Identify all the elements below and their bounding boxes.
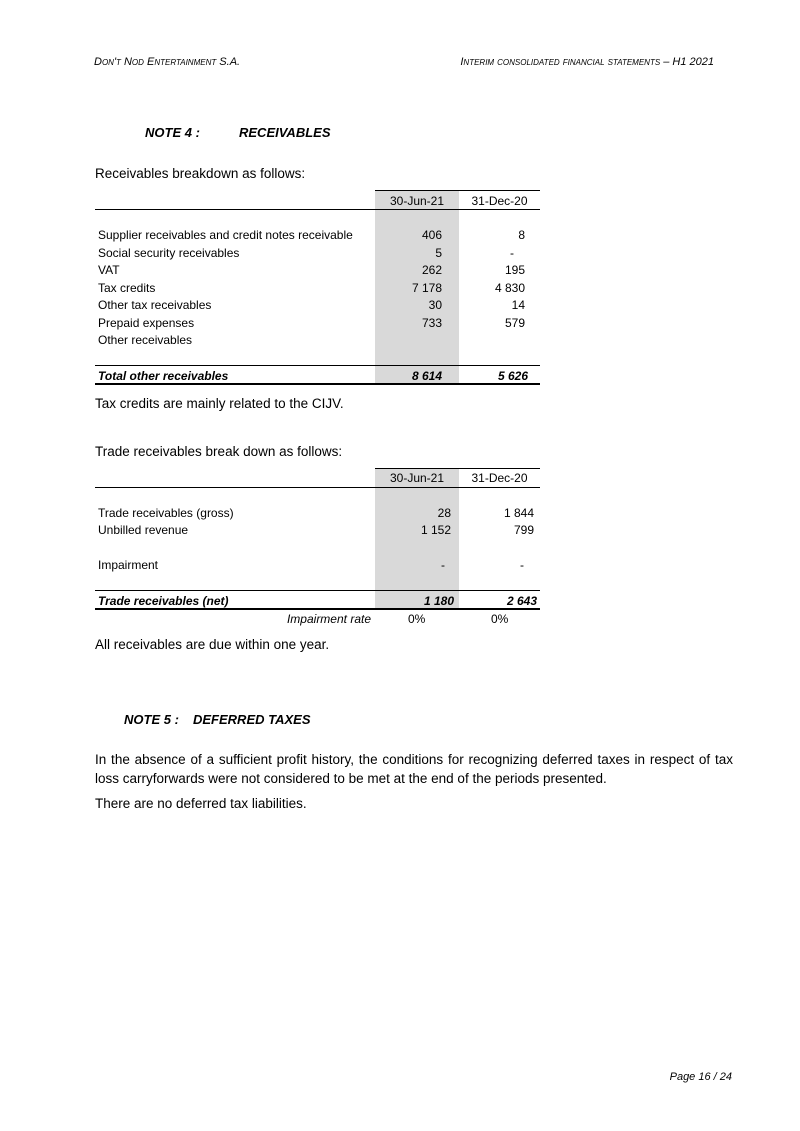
row-value-current: 28: [437, 506, 451, 520]
row-value-prior: 799: [513, 523, 534, 537]
row-label: VAT: [98, 263, 120, 277]
col-header-30-jun-21: 30-Jun-21: [389, 471, 445, 485]
total-top-rule: [95, 365, 540, 366]
row-value-current: 1 152: [420, 523, 451, 537]
row-value-prior: 8: [518, 228, 525, 242]
row-value-prior: -: [520, 558, 524, 572]
total-value-current: 8 614: [411, 369, 442, 383]
total-top-rule: [95, 590, 540, 591]
col-header-30-jun-21: 30-Jun-21: [389, 194, 445, 208]
col-header-31-dec-20: 31-Dec-20: [471, 471, 528, 485]
impairment-rate-prior: 0%: [491, 612, 509, 626]
note5-paragraph-2: There are no deferred tax liabilities.: [95, 796, 307, 811]
trade-intro: Trade receivables break down as follows:: [95, 444, 343, 459]
row-label: Unbilled revenue: [98, 523, 189, 537]
row-label: Other receivables: [98, 333, 193, 347]
total-label: Total other receivables: [98, 369, 229, 383]
row-value-current: 5: [435, 246, 442, 260]
row-label: Tax credits: [98, 281, 156, 295]
row-value-prior: 195: [504, 263, 525, 277]
page-number: Page 16 / 24: [669, 1071, 732, 1083]
note4-number: NOTE 4 :: [145, 125, 200, 140]
tax-credits-text: Tax credits are mainly related to the CIJV.: [95, 396, 344, 411]
row-value-prior: -: [510, 246, 514, 260]
table-top-rule: [375, 468, 540, 469]
total-value-prior: 5 626: [497, 369, 528, 383]
row-value-current: 733: [421, 316, 442, 330]
row-value-prior: 579: [504, 316, 525, 330]
row-label: Prepaid expenses: [98, 316, 195, 330]
note5-number: NOTE 5 :: [124, 712, 179, 727]
row-label: Impairment: [98, 558, 159, 572]
row-value-current: 262: [421, 263, 442, 277]
table-top-rule: [375, 190, 540, 191]
row-value-current: 7 178: [411, 281, 442, 295]
table-header-rule: [95, 487, 540, 488]
note5-title: DEFERRED TAXES: [193, 712, 311, 727]
note4-intro: Receivables breakdown as follows:: [95, 166, 306, 181]
row-label: Social security receivables: [98, 246, 240, 260]
row-value-prior: 1 844: [503, 506, 534, 520]
row-value-current: 406: [421, 228, 442, 242]
impairment-rate-label: Impairment rate: [286, 612, 371, 626]
receivables-due-text: All receivables are due within one year.: [95, 637, 330, 652]
impairment-rate-current: 0%: [408, 612, 426, 626]
current-period-shading: [375, 469, 459, 609]
row-label: Trade receivables (gross): [98, 506, 234, 520]
total-value-prior: 2 643: [506, 594, 537, 608]
col-header-31-dec-20: 31-Dec-20: [471, 194, 528, 208]
row-label: Other tax receivables: [98, 298, 212, 312]
row-value-prior: 4 830: [494, 281, 525, 295]
row-value-current: -: [441, 558, 445, 572]
total-bottom-rule: [95, 383, 540, 385]
row-value-current: 30: [428, 298, 442, 312]
note5-paragraph: In the absence of a sufficient profit history, the conditions for recognizing deferred taxes in respect of tax loss carryforwards were not considered to be met at the end of the periods presented.: [95, 752, 733, 786]
total-bottom-rule: [95, 608, 540, 610]
total-value-current: 1 180: [423, 594, 454, 608]
table-header-rule: [95, 209, 540, 210]
header-company: Don't Nod Entertainment S.A.: [94, 56, 241, 68]
header-title: Interim consolidated financial statements – H1 2021: [460, 56, 714, 68]
row-label: Supplier receivables and credit notes receivable: [98, 228, 353, 242]
total-label: Trade receivables (net): [98, 594, 229, 608]
note4-title: RECEIVABLES: [239, 125, 331, 140]
row-value-prior: 14: [511, 298, 525, 312]
